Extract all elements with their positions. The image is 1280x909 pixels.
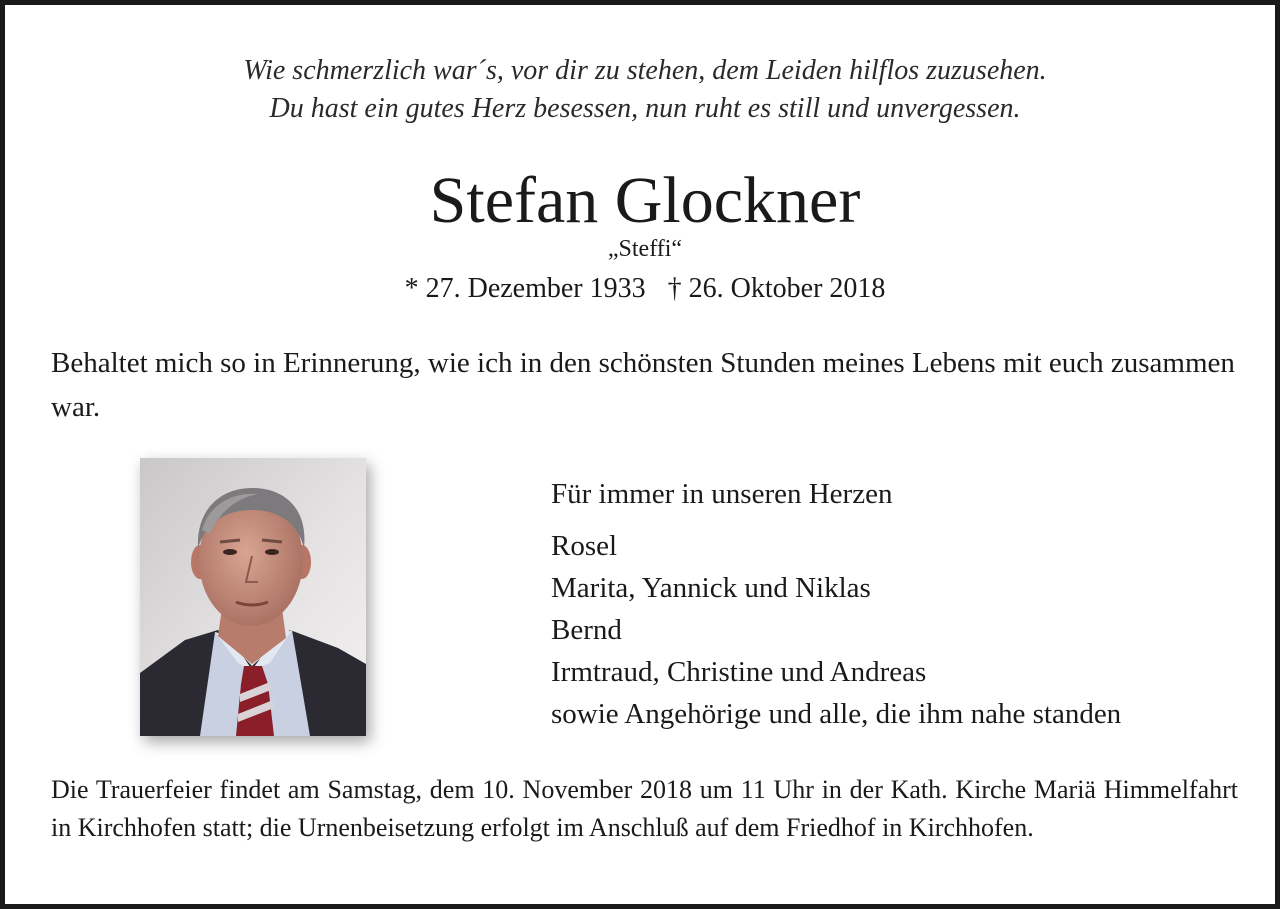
- family-member: Marita, Yannick und Niklas: [551, 572, 871, 604]
- family-member: Rosel: [551, 530, 618, 562]
- verse-line-2: Du hast ein gutes Herz besessen, nun ruht es still und unvergessen.: [269, 93, 1021, 124]
- family-member: Irmtraud, Christine und Andreas: [551, 656, 927, 688]
- birth-date: * 27. Dezember 1933: [404, 273, 646, 304]
- portrait-photo: [140, 458, 366, 736]
- verse-line-1: Wie schmerzlich war´s, vor dir zu stehen, dem Leiden hilflos zuzusehen.: [243, 55, 1047, 86]
- service-information: Die Trauerfeier findet am Samstag, dem 10. November 2018 um 11 Uhr in der Kath. Kirche Mariä Himmelfahrt in Kirchhofen statt; die Urnenbeisetzung erfolgt im Anschluß auf dem Friedhof in Kirchhofen.: [51, 775, 1238, 842]
- deceased-name: Stefan Glockner: [429, 164, 861, 237]
- family-member: Bernd: [551, 614, 622, 646]
- family-block: [551, 473, 1271, 735]
- death-date: † 26. Oktober 2018: [667, 273, 886, 304]
- life-dates: [5, 271, 1280, 307]
- family-heading: Für immer in unseren Herzen: [551, 478, 893, 510]
- deceased-nickname: „Steffi“: [607, 236, 683, 262]
- memorial-quote: Behaltet mich so in Erinnerung, wie ich in den schönsten Stunden meines Lebens mit euch zusammen war.: [51, 347, 1235, 423]
- family-member: sowie Angehörige und alle, die ihm nahe standen: [551, 698, 1122, 730]
